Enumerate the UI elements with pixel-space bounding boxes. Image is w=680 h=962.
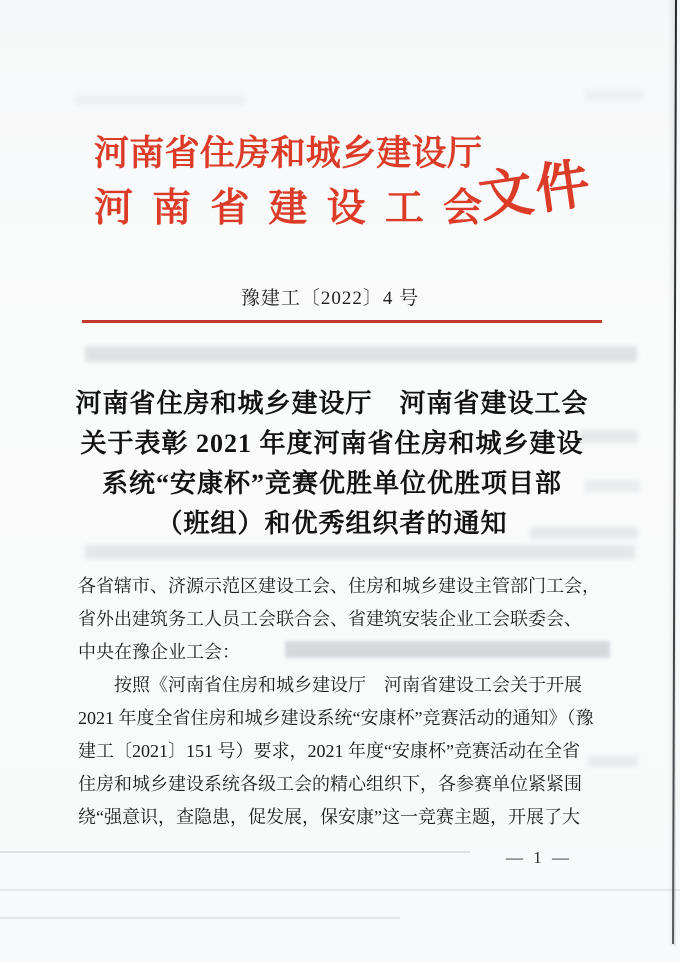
doc-type-label: 文件 [475,153,597,229]
document-body [78,570,612,834]
body-line: 建工〔2021〕151 号）要求，2021 年度“安康杯”竞赛活动在全省 [78,741,580,761]
body-line: 按照《河南省住房和城乡建设厅 河南省建设工会关于开展 [78,675,582,695]
body-line: 各省辖市、济源示范区建设工会、住房和城乡建设主管部门工会， [78,576,600,596]
body-line: 住房和城乡建设系统各级工会的精心组织下，各参赛单位紧紧围 [78,774,582,794]
red-divider-line [82,320,602,323]
doc-number: 豫建工〔2022〕4 号 [240,288,420,309]
body-line: 2021 年度全省住房和城乡建设系统“安康杯”竞赛活动的通知》（豫 [78,708,594,728]
letterhead [94,130,482,236]
org-name-line2: 河南省建设工会 [94,187,482,230]
bleedthrough-mark [85,346,637,362]
title-line: 关于表彰 2021 年度河南省住房和城乡建设 [80,429,584,458]
document-title [32,384,632,544]
bleedthrough-mark [585,90,643,100]
title-line: （班组）和优秀组织者的通知 [156,509,508,538]
scan-streak [0,917,400,919]
bleedthrough-mark [85,545,635,559]
body-line: 中央在豫企业工会： [78,642,240,662]
page-number: — 1 — [506,848,572,867]
body-line: 绕“强意识，查隐患，促发展，保安康”这一竞赛主题，开展了大 [78,807,580,827]
scan-streak [0,889,680,891]
bleedthrough-mark [75,95,245,105]
title-line: 河南省住房和城乡建设厅 河南省建设工会 [75,389,589,418]
body-line: 省外出建筑务工人员工会联合会、省建筑安装企业工会联委会、 [78,609,582,629]
title-line: 系统“安康杯”竞赛优胜单位优胜项目部 [101,469,562,498]
org-name-line1: 河南省住房和城乡建设厅 [94,134,482,173]
